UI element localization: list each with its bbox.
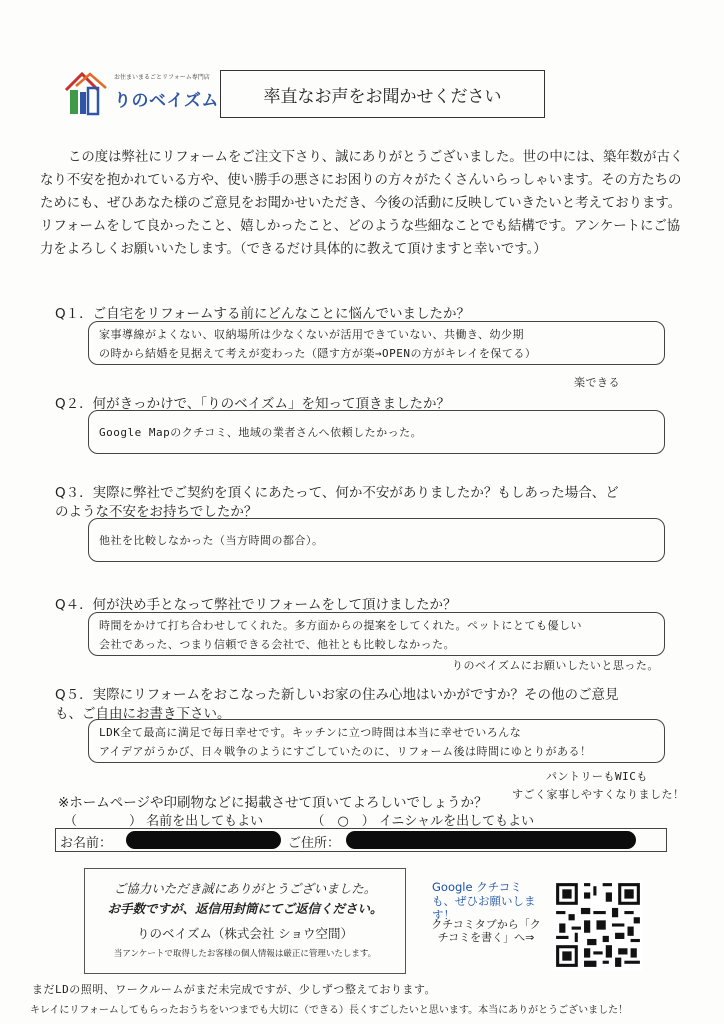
logo-tagline: お住まいまるごとリフォーム専門店	[114, 74, 210, 81]
consent-question: ※ホームページや印刷物などに掲載させて頂いてよろしいでしょうか？	[58, 795, 488, 811]
answer-5-line-2: アイデアがうかび、日々戦争のようにすごしていたのに、リフォーム後は時間にゆとりがある！	[99, 745, 592, 758]
question-3-label-line-1: Q３．実際に弊社でご契約を頂くにあたって、何か不安がありましたか？もしあった場合、ど	[55, 485, 619, 501]
question-2-label: Q２．何がきっかけで、「りのベイズム」を知って頂きましたか？	[55, 396, 450, 412]
footer-handwriting-line-1: まだLDの照明、ワークルームがまだ未完成ですが、少しずつ整えております。	[32, 983, 437, 996]
name-address-row	[55, 828, 667, 852]
address-redacted	[346, 831, 636, 849]
name-label: お名前：	[60, 836, 113, 851]
answer-1-note: 楽できる	[574, 376, 620, 389]
answer-1-line-2: の時から結婚を見据えて考えが変わった（隠す方が楽→OPENの方がキレイを保てる）	[99, 347, 537, 360]
answer-3-line-1: 他社を比較しなかった（当方時間の都合）。	[99, 534, 324, 547]
consent-option-2-checkbox[interactable]: （ ○ ）	[311, 814, 375, 829]
thanks-line-1: ご協力いただき誠にありがとうございました。	[113, 881, 377, 896]
thanks-line-3: りのベイズム（株式会社 ショウ空間）	[136, 926, 354, 941]
house-logo-icon	[62, 68, 110, 120]
name-redacted	[126, 831, 281, 849]
thanks-line-4: 当アンケートで取得したお客様の個人情報は厳正に管理いたします。	[113, 949, 377, 959]
thanks-line-2: お手数ですが、返信用封筒にてご返信ください。	[107, 901, 383, 916]
google-review-note: Google クチコミも、ぜひお願いします！	[432, 880, 536, 922]
answer-4-line-2: 会社であった、つまり信頼できる会社で、他社とも比較しなかった。	[99, 638, 456, 651]
answer-3-box	[88, 518, 665, 562]
question-5-label-line-1: Q５．実際にリフォームをおこなった新しいお家の住み心地はいかがですか？その他のご意見	[55, 687, 619, 703]
answer-2-line-1: Google Mapのクチコミ、地域の業者さんへ依頼したかった。	[99, 426, 423, 439]
answer-5-note-line-1: パントリーもWICも	[546, 770, 648, 783]
answer-5-line-1: LDK全て最高に満足で毎日幸せです。キッチンに立つ時間は本当に幸せでいろんな	[99, 726, 522, 739]
review-instructions: クチコミタブから「クチコミを書く」へ⇒	[431, 918, 541, 944]
address-label: ご住所：	[288, 836, 341, 851]
consent-option-1-label: 名前を出してもよい	[146, 814, 264, 829]
thanks-box	[84, 868, 406, 974]
answer-4-line-1: 時間をかけて打ち合わせしてくれた。多方面からの提案をしてくれた。ペットにとても優しい	[99, 619, 582, 632]
answer-1-line-1: 家事導線がよくない、収納場所は少なくないが活用できていない、共働き、幼少期	[99, 328, 525, 341]
qr-code-icon[interactable]	[553, 880, 643, 970]
intro-paragraph: この度は弊社にリフォームをご注文下さり、誠にありがとうございました。世の中には、築年数が古くなり不安を抱かれている方や、使い勝手の悪さにお困りの方々がたくさんいらっしゃいます。その方たちのためにも、ぜひあなた様のご意見をお聞かせいただき、今後の活動に反映していきたいと考えております。リフォームをして良かったこと、嬉しかったこと、どのような些細なことでも結構です。アンケートにご協力をよろしくお願いいたします。（できるだけ具体的に教えて頂けますと幸いです。）	[40, 150, 684, 257]
question-5-label-line-2: も、ご自由にお書き下さい。	[55, 706, 231, 722]
consent-options	[64, 810, 534, 829]
answer-2-box	[88, 410, 665, 454]
answer-4-note: りのベイズムにお願いしたいと思った。	[452, 659, 659, 672]
consent-option-2-label: イニシャルを出してもよい	[378, 814, 535, 829]
footer-handwriting-line-2: キレイにリフォームしてもらったおうちをいつまでも大切に（できる）長くすごしたいと思います。本当にありがとうございました！	[30, 1005, 629, 1016]
company-logo	[62, 64, 232, 124]
question-4-label: Q４．何が決め手となって弊社でリフォームをして頂けましたか？	[55, 597, 457, 613]
answer-1-box	[88, 321, 665, 365]
question-1-label: Q１．ご自宅をリフォームする前にどんなことに悩んでいましたか？	[55, 306, 470, 322]
page-title: 率直なお声をお聞かせください	[220, 70, 545, 118]
logo-name: りのベイズム	[114, 91, 219, 111]
question-3-label-line-2: のような不安をお持ちでしたか？	[55, 504, 258, 520]
answer-4-box	[88, 612, 665, 656]
consent-option-1-checkbox[interactable]: （ ）	[64, 814, 143, 829]
answer-5-box	[88, 719, 665, 763]
answer-5-note-line-2: すごく家事しやすくなりました！	[512, 788, 685, 801]
